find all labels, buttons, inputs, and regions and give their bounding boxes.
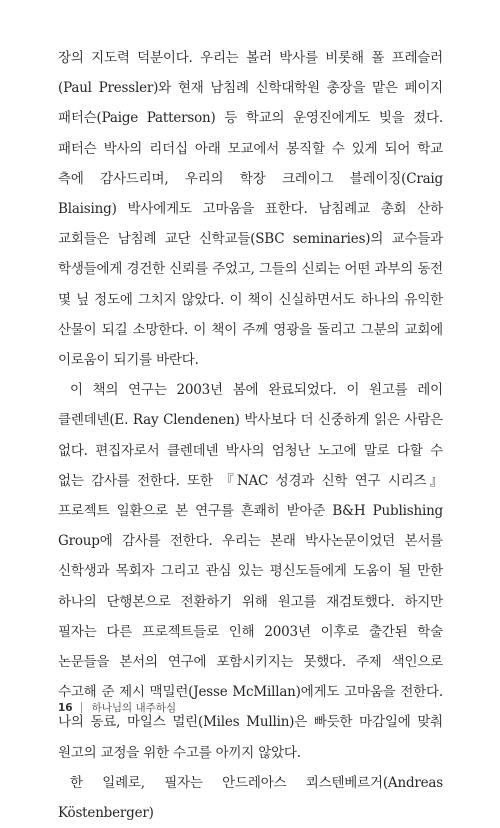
- page-number: 16: [58, 701, 73, 714]
- running-title: 하나님의 내주하심: [91, 702, 177, 714]
- footer-divider: [81, 702, 82, 713]
- paragraph-2: 이 책의 연구는 2003년 봄에 완료되었다. 이 원고를 레이 클렌데넨(E. Ray Clendenen) 박사보다 더 신중하게 읽은 사람은 없다. 편집자로서 클렌데넨 박사의 엄청난 노고에 말로 다할 수 없는 감사를 전한다. 또한 『NAC 성경과 신학 연구 시리즈』 프로젝트 일환으로 본 연구를 흔쾌히 받아준 B&H Publishing Group에 감사를 전한다. 우리는 본래 박사논문이었던 본서를 신학생과 목회자 그리고 관심 있는 평신도들에게 도움이 될 만한 하나의 단행본으로 전환하기 위해 원고를 재검토했다. 하지만 필자는 다른 프로젝트들로 인해 2003년 이후로 출간된 학술 논문들을 본서의 연구에 포함시키지는 못했다. 주제 색인으로 수고해 준 제시 맥밀런(Jesse McMillan)에게도 고마움을 전한다. 나의 동료, 마일스 멀린(Miles Mullin)은 빠듯한 마감일에 맞춰 원고의 교정을 위한 수고를 아끼지 않았다.: [58, 382, 443, 761]
- page-footer: [58, 700, 176, 715]
- paragraph-3: 한 일례로, 필자는 안드레아스 쾨스텐베르거(Andreas Köstenberger): [58, 774, 443, 822]
- paragraph-1: 장의 지도력 덕분이다. 우리는 볼러 박사를 비롯해 폴 프레슬러(Paul Pressler)와 현재 남침례 신학대학원 총장을 맡은 페이지 패터슨(Paige Patterson) 등 학교의 운영진에게도 빚을 졌다. 패터슨 박사의 리더십 아래 모교에서 봉직할 수 있게 되어 학교 측에 감사드리며, 우리의 학장 크레이그 블레이징(Craig Blaising) 박사에게도 고마움을 표한다. 남침례교 총회 산하 교회들은 남침례 교단 신학교들(SBC seminaries)의 교수들과 학생들에게 경건한 신뢰를 주었고, 그들의 신뢰는 어떤 과부의 동전 몇 닢 정도에 그치지 않았다. 이 책이 신실하면서도 하나의 유익한 산물이 되길 소망한다. 이 책이 주께 영광을 돌리고 그분의 교회에 이로움이 되기를 바란다.: [58, 50, 443, 369]
